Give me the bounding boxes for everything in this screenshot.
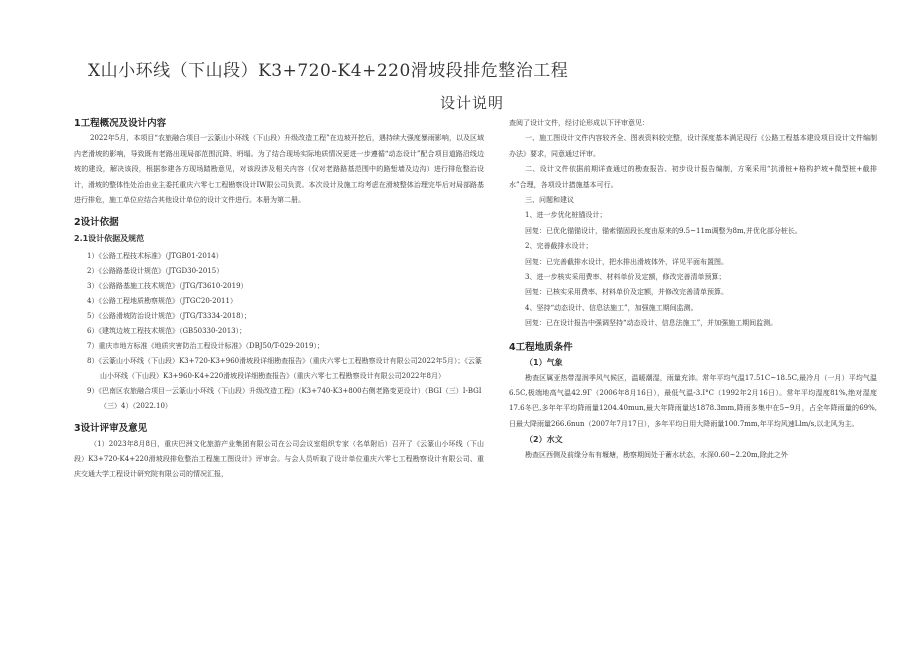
document-subtitle: 设计说明 bbox=[440, 94, 505, 112]
reference-item: 7）重庆市地方标准《地质灾害防治工程设计标准》（DBJ50/T-029-2019）； bbox=[87, 342, 324, 351]
issues-heading: 三、问题和建议 bbox=[525, 196, 574, 205]
left-column bbox=[74, 116, 484, 483]
issue-item: 3、进一步核实采用费率、材料单价及定额，修改完善清单预算； bbox=[525, 273, 726, 282]
issue-reply: 回复：已优化锚锚设计，锚索锚固段长度由原来的9.5~11m调整为8m,并优化部分桩长。 bbox=[525, 226, 802, 235]
section-4-heading: 4工程地质条件 bbox=[509, 341, 573, 353]
issue-item: 2、完善截排水设计； bbox=[525, 242, 593, 251]
section-3-heading: 3设计评审及意见 bbox=[74, 423, 148, 435]
reference-item: 4）《公路工程地质勘察规范》（JTGC20-2011） bbox=[87, 297, 237, 306]
climate-paragraph: 勘查区属亚热带湿润季风气候区，温暖潮湿，雨量充沛。常年平均气温17.51C~18.5C,最冷月（一月）平均气温6.5C,极端地高气温42.9Γ（2006年8月16日），最低气温-3.I°C（1992年2月16日）。常年平均湿度81%,绝对湿度17.6冬巴,多年年平均降雨量1204.40mun,最大年降雨量达1878.3mm,降雨多集中在5~9月，占全年降雨量的69%,日最大降雨量266.6nun（2007年7月17日），多年平均日用大降雨量100.7mm,年平均风速Llm/s,以北风为主。 bbox=[509, 373, 877, 428]
section-1-paragraph: 2022年5月，本项目“农旅融合项目一云篆山小环线（下山段）升级改造工程”在边坡开挖后，遇持续大强度暴雨影响，以及区域内老滑坡的影响，导致既有老路出现局部范围沉降、坍塌。为了结合现场实际地质情况更进一步遵循“动态设计”配合项目道路沿线边坡的建设，解决该段，根据参建各方现场踏勘意见，对该段涉及相关内容（仅对老路路基范围中的路堑墙及边沟）进行排危整治设计，滑坡的整体性处治由业主委托重庆六零七工程勘察设计IW限公司负责。本次设计及施工均考虑在滑坡整体治理完毕后对局部路基进行排危，施工单位应结合其他设计单位的设计文件进行。本册为第二册。 bbox=[74, 134, 484, 205]
reference-item: 2）《公路路基设计规范》（JTGD30-2015） bbox=[87, 267, 224, 276]
reference-item: 6）《建筑边坡工程技术规范》（GB50330-2013）； bbox=[87, 327, 247, 336]
issue-reply: 回复：已完善截排水设计，把水排出滑坡体外，详见平面布置图。 bbox=[525, 257, 728, 266]
issue-reply: 回复：已在设计报告中强调坚持“动态设计、信息法施工”，并加强施工期间监测。 bbox=[525, 319, 778, 328]
reference-item: 1）《公路工程技术标准》（JTGB01-2014） bbox=[87, 252, 223, 261]
issue-item: 4、坚持“动态设计、信息法施工”，加强施工期间监测。 bbox=[525, 303, 698, 312]
reference-item: 9）《巴南区农旅融合项目一云篆山小环线（下山段）升级改造工程》（K3+740-K3+800右侧老路变更设计）（BGI（三）I-BGI（三）4）（2022.10） bbox=[87, 387, 482, 411]
hydrology-heading: （2）水文 bbox=[525, 435, 563, 445]
review-continuation: 查阅了设计文件，经讨论形成以下评审意见： bbox=[509, 119, 649, 127]
review-opinion: 二、设计文件依据前期详查通过的勘查报告、初步设计报告编制，方案采用“抗滑桩+格构护坡+微型桩+截排水”合理，各项设计措施基本可行。 bbox=[509, 165, 877, 189]
hydrology-paragraph: 勘查区西侧及前缘分布有堰塘，勘察期间处于蓄水状态，水深0.60~2.20m,除此之外 bbox=[525, 450, 788, 459]
section-2-1-heading: 2.1设计依据及规范 bbox=[74, 233, 145, 243]
section-3-paragraph: （1）2023年8月8日，重庆巴洲文化旅游产业集团有限公司在公司会议室组织专家（名单附后）召开了《云篆山小环线（下山段）K3+720-K4+220滑坡段排危整治工程施工图设计》评审会。与会人员听取了设计单位重庆六零七工程勘察设计有限公司、重庆交通大学工程设计研究院有限公司的情况汇报， bbox=[74, 439, 484, 479]
review-opinion: 一、施工图设计文件内容较齐全、图表资料较完整，设计深度基本满足现行《公路工程基本建设项目设计文件编制办法》要求，同意通过评审。 bbox=[509, 134, 877, 158]
section-2-heading: 2设计依据 bbox=[74, 217, 119, 229]
climate-heading: （1）气象 bbox=[525, 358, 563, 368]
reference-list bbox=[74, 249, 484, 414]
reference-item: 8）《云篆山小环线（下山段）K3+720-K3+960滑坡段详细勘查报告》（重庆六零七工程勘察设计有限公司2022年5月）；《云篆山小环线（下山段）K3+960-K4+220滑坡段详细勘查报告》（重庆六零七工程勘察设计有限公司2022年8月） bbox=[87, 357, 482, 381]
section-1-heading: 1工程概况及设计内容 bbox=[74, 118, 167, 129]
issue-reply: 回复：已核实采用费率、材料单价及定额，并修改完善清单预算。 bbox=[525, 288, 728, 297]
right-column bbox=[509, 116, 877, 463]
issue-item: 1、进一步优化桩锚设计； bbox=[525, 211, 607, 220]
reference-item: 3）《公路路基施工技术规范》（JTG/T3610-2019） bbox=[87, 282, 248, 291]
document-title: X山小环线（下山段）K3+720-K4+220滑坡段排危整治工程 bbox=[88, 61, 569, 81]
reference-item: 5）《公路滑坡防治设计规范》（JTG/T3334-2018）； bbox=[87, 312, 252, 321]
